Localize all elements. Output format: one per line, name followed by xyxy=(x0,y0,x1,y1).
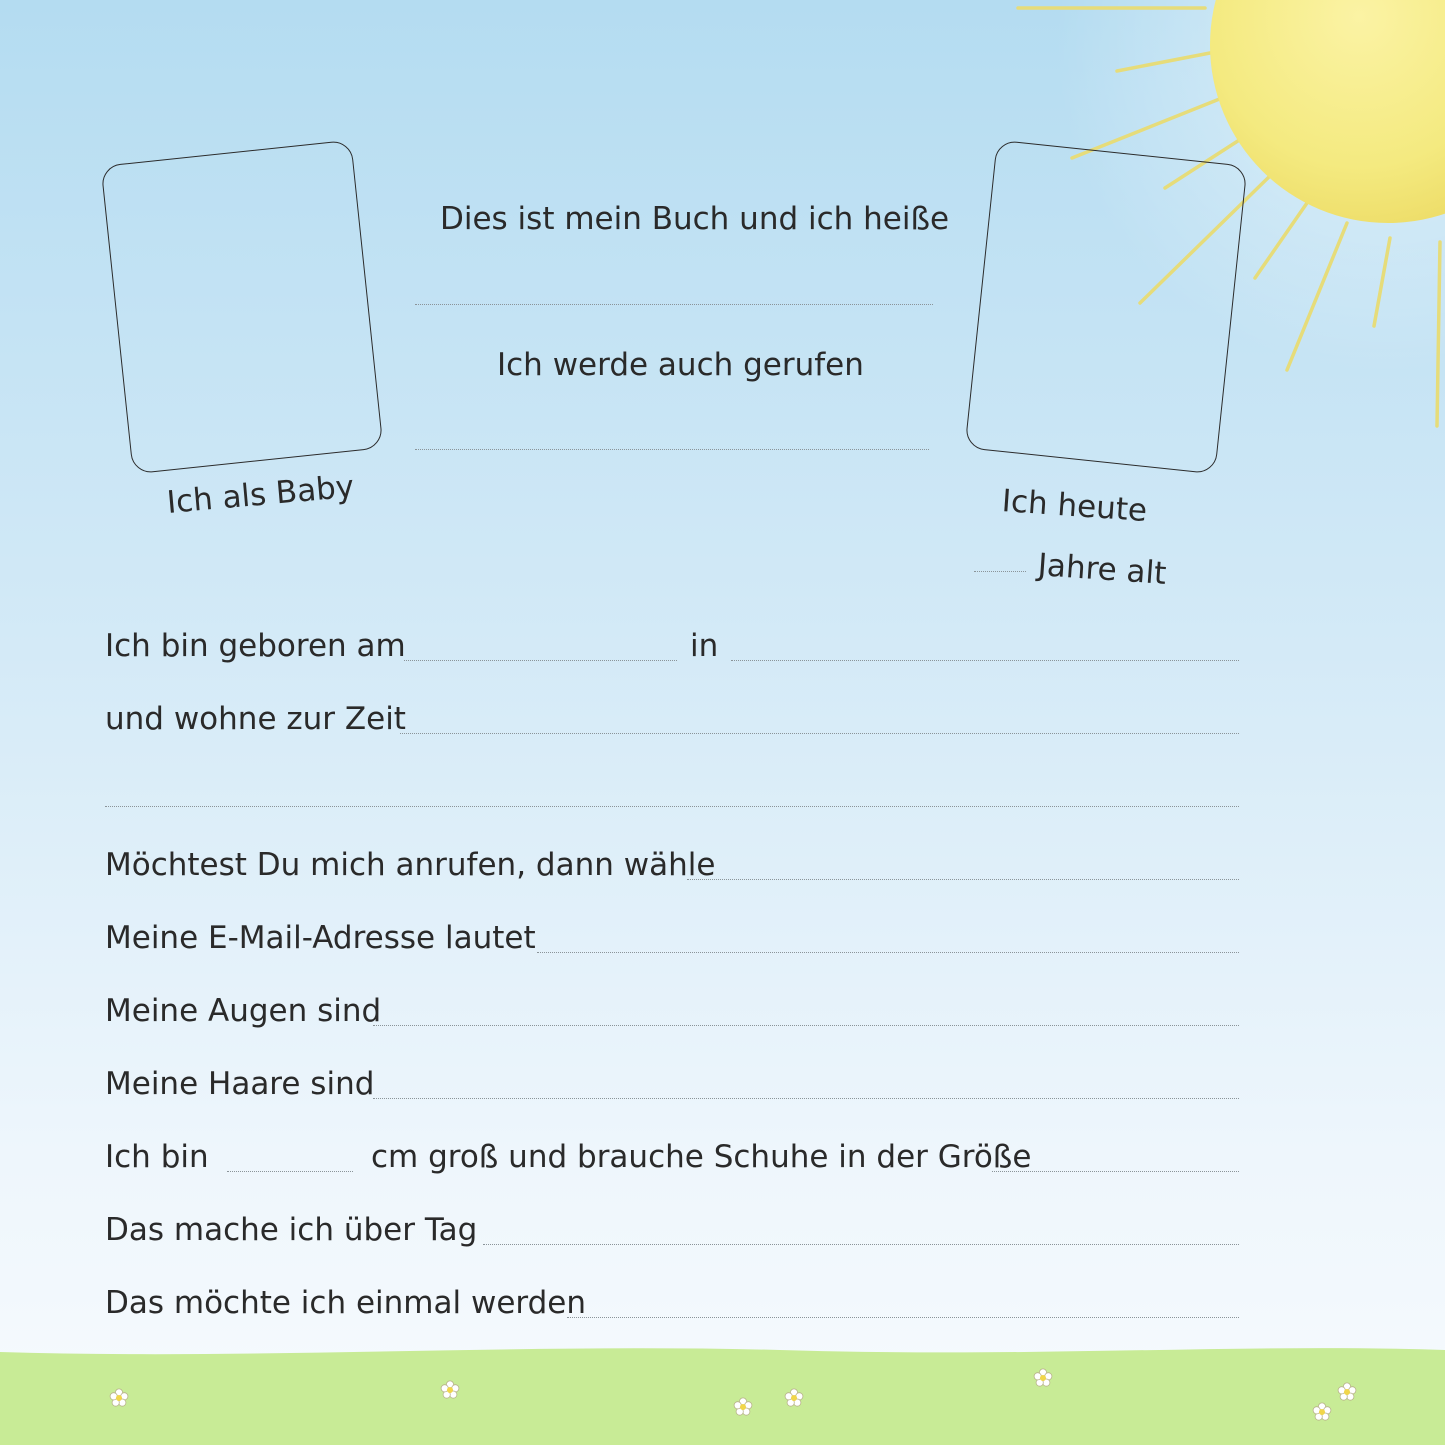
today-caption: Ich heute xyxy=(1000,483,1149,530)
age-suffix: Jahre alt xyxy=(1036,547,1168,592)
baby-caption: Ich als Baby xyxy=(165,468,356,521)
phone-line[interactable] xyxy=(687,879,1239,880)
future-line[interactable] xyxy=(567,1317,1239,1318)
birthdate-line[interactable] xyxy=(404,660,677,661)
age-line[interactable] xyxy=(974,571,1026,572)
flower-icon xyxy=(440,1380,460,1400)
name-line[interactable] xyxy=(415,304,933,305)
flower-icon xyxy=(784,1388,804,1408)
eyes-label: Meine Augen sind xyxy=(105,993,382,1029)
phone-label: Möchtest Du mich anrufen, dann wähle xyxy=(105,847,716,883)
nickname-line[interactable] xyxy=(415,449,929,450)
hair-label: Meine Haare sind xyxy=(105,1066,375,1102)
lives-label: und wohne zur Zeit xyxy=(105,701,406,737)
height-label: Ich bin xyxy=(105,1139,209,1175)
day-line[interactable] xyxy=(483,1244,1239,1245)
flower-icon xyxy=(1312,1402,1332,1422)
today-photo-frame xyxy=(964,140,1247,475)
title-text: Dies ist mein Buch und ich heiße xyxy=(440,201,950,237)
hair-line[interactable] xyxy=(373,1098,1239,1099)
future-label: Das möchte ich einmal werden xyxy=(105,1285,586,1321)
meadow xyxy=(0,1348,1445,1445)
eyes-line[interactable] xyxy=(373,1025,1239,1026)
flower-icon xyxy=(1033,1368,1053,1388)
flower-icon xyxy=(733,1397,753,1417)
height-line[interactable] xyxy=(227,1171,353,1172)
baby-photo-frame xyxy=(100,140,383,475)
birthplace-line[interactable] xyxy=(731,660,1239,661)
born-label: Ich bin geboren am xyxy=(105,628,406,664)
email-line[interactable] xyxy=(537,952,1239,953)
flower-icon xyxy=(109,1388,129,1408)
flower-icon xyxy=(1337,1382,1357,1402)
day-label: Das mache ich über Tag xyxy=(105,1212,478,1248)
email-label: Meine E-Mail-Adresse lautet xyxy=(105,920,536,956)
shoe-label: cm groß und brauche Schuhe in der Größe xyxy=(371,1139,1032,1175)
address-line[interactable] xyxy=(400,733,1239,734)
born-in-label: in xyxy=(690,628,719,664)
nickname-label: Ich werde auch gerufen xyxy=(497,347,864,383)
shoe-size-line[interactable] xyxy=(992,1171,1239,1172)
address-line-2[interactable] xyxy=(105,806,1239,807)
